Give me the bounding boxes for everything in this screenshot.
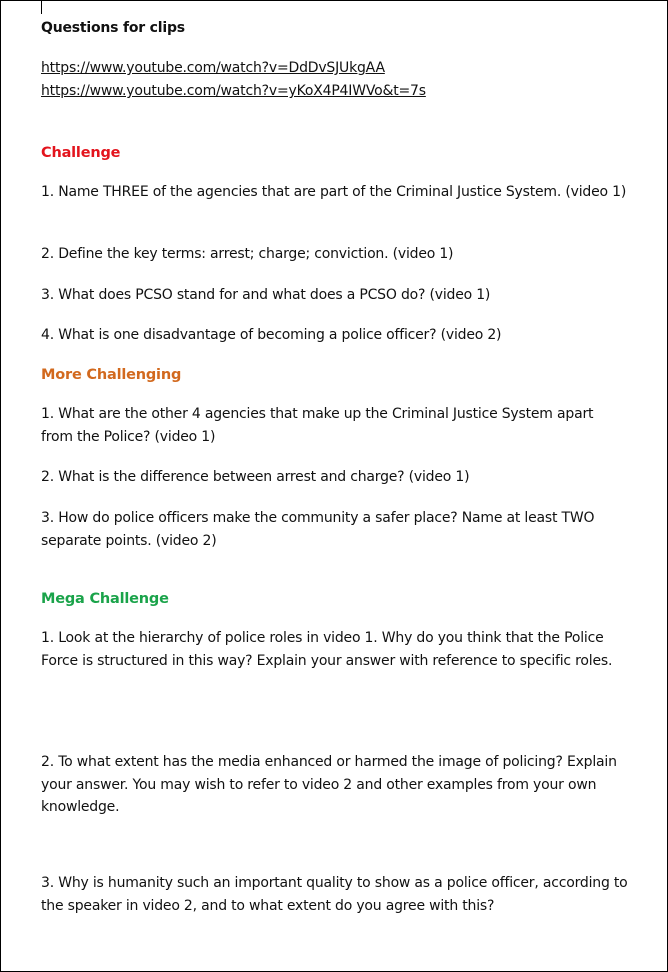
text-cursor (41, 1, 42, 14)
more-challenging-question-2: 2. What is the difference between arrest and charge? (video 1) (41, 469, 470, 485)
more-challenging-question-1: 1. What are the other 4 agencies that make up the Criminal Justice System apart from the Police? (video 1) (41, 406, 594, 445)
video-link-1[interactable]: https://www.youtube.com/watch?v=DdDvSJUkgAA (41, 60, 385, 76)
challenge-question-4: 4. What is one disadvantage of becoming a police officer? (video 2) (41, 327, 502, 343)
challenge-question-1: 1. Name THREE of the agencies that are part of the Criminal Justice System. (video 1) (41, 184, 627, 200)
section-heading-more-challenging: More Challenging (41, 367, 182, 383)
challenge-question-2: 2. Define the key terms: arrest; charge; conviction. (video 1) (41, 246, 454, 262)
section-heading-mega-challenge: Mega Challenge (41, 591, 169, 607)
mega-challenge-question-1: 1. Look at the hierarchy of police roles in video 1. Why do you think that the Police Force is structured in this way? Explain your answer with reference to specific roles. (41, 630, 613, 669)
document-title: Questions for clips (41, 20, 185, 36)
more-challenging-question-3: 3. How do police officers make the community a safer place? Name at least TWO separate points. (video 2) (41, 510, 595, 549)
section-heading-challenge: Challenge (41, 145, 121, 161)
mega-challenge-question-3: 3. Why is humanity such an important quality to show as a police officer, according to the speaker in video 2, and to what extent do you agree with this? (41, 875, 628, 914)
video-link-2[interactable]: https://www.youtube.com/watch?v=yKoX4P4IWVo&t=7s (41, 83, 426, 99)
mega-challenge-question-2: 2. To what extent has the media enhanced or harmed the image of policing? Explain your answer. You may wish to refer to video 2 and other examples from your own knowledge. (41, 754, 617, 815)
challenge-question-3: 3. What does PCSO stand for and what does a PCSO do? (video 1) (41, 287, 491, 303)
